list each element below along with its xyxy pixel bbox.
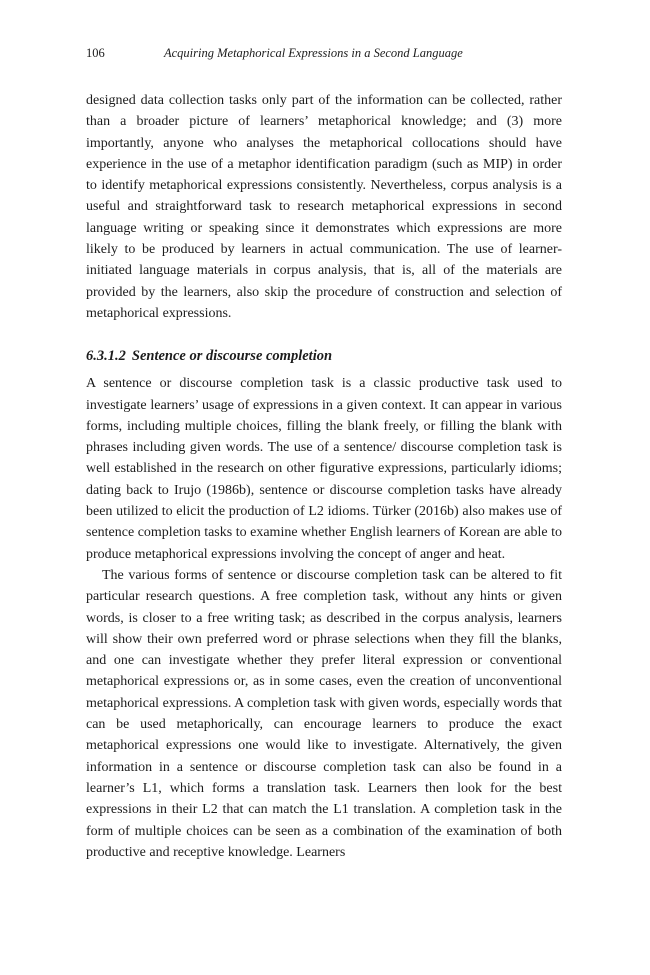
section-title: Sentence or discourse completion [131, 348, 333, 365]
body-text [86, 90, 562, 863]
paragraph-completion-task-intro: A sentence or discourse completion task is a classic productive task used to investigate learners’ usage of expressions in a given context. It can appear in various forms, including multiple choices, filling the blank freely, or filling the blank with phrases including given words. The use of a sentence/ discourse completion task is well established in the research on other figurative expressions, particularly idioms; dating back to Irujo (1986b), sentence or discourse completion tasks have already been utilized to elicit the production of L2 idioms. Türker (2016b) also makes use of sentence completion tasks to examine whether English learners of Korean are able to produce metaphorical expressions involving the concept of anger and heat. [86, 376, 562, 562]
paragraph-completion-task-forms: The various forms of sentence or discourse completion task can be altered to fit particular research questions. A free completion task, without any hints or given words, is closer to a free writing task; as described in the corpus analysis, learners will show their own preferred word or phrase selections when they fill the blanks, and one can investigate whether they prefer literal expression or conventional metaphorical expressions or, as in some cases, even the creation of unconventional metaphorical expressions. A completion task with given words, especially words that can be used metaphorically, can encourage learners to produce the exact metaphorical expressions one would like to investigate. Alternatively, the given information in a sentence or discourse completion task can also be found in a learner’s L1, which forms a translation task. Learners then look for the best expressions in their L2 that can match the L1 translation. A completion task in the form of multiple choices can be seen as a combination of the examination of both productive and receptive knowledge. Learners [86, 567, 562, 860]
running-title: Acquiring Metaphorical Expressions in a Second Language [164, 46, 463, 60]
paragraph-corpus-analysis: designed data collection tasks only part of the information can be collected, rather than a broader picture of learners’ metaphorical knowledge; and (3) more importantly, anyone who analyses the metaphorical collocations should have experience in the use of a metaphor identification paradigm (such as MIP) in order to identify metaphorical expressions consistently. Nevertheless, corpus analysis is a useful and straightforward task to research metaphorical expressions in second language writing or speaking since it demonstrates which expressions are more likely to be produced by learners in actual communication. The use of learner-initiated language materials in corpus analysis, that is, all of the materials are provided by the learners, also skip the procedure of construction and selection of metaphorical expressions. [86, 93, 562, 321]
section-heading [86, 346, 562, 367]
section-number: 6.3.1.2 [86, 348, 126, 365]
page-number: 106 [86, 46, 105, 60]
